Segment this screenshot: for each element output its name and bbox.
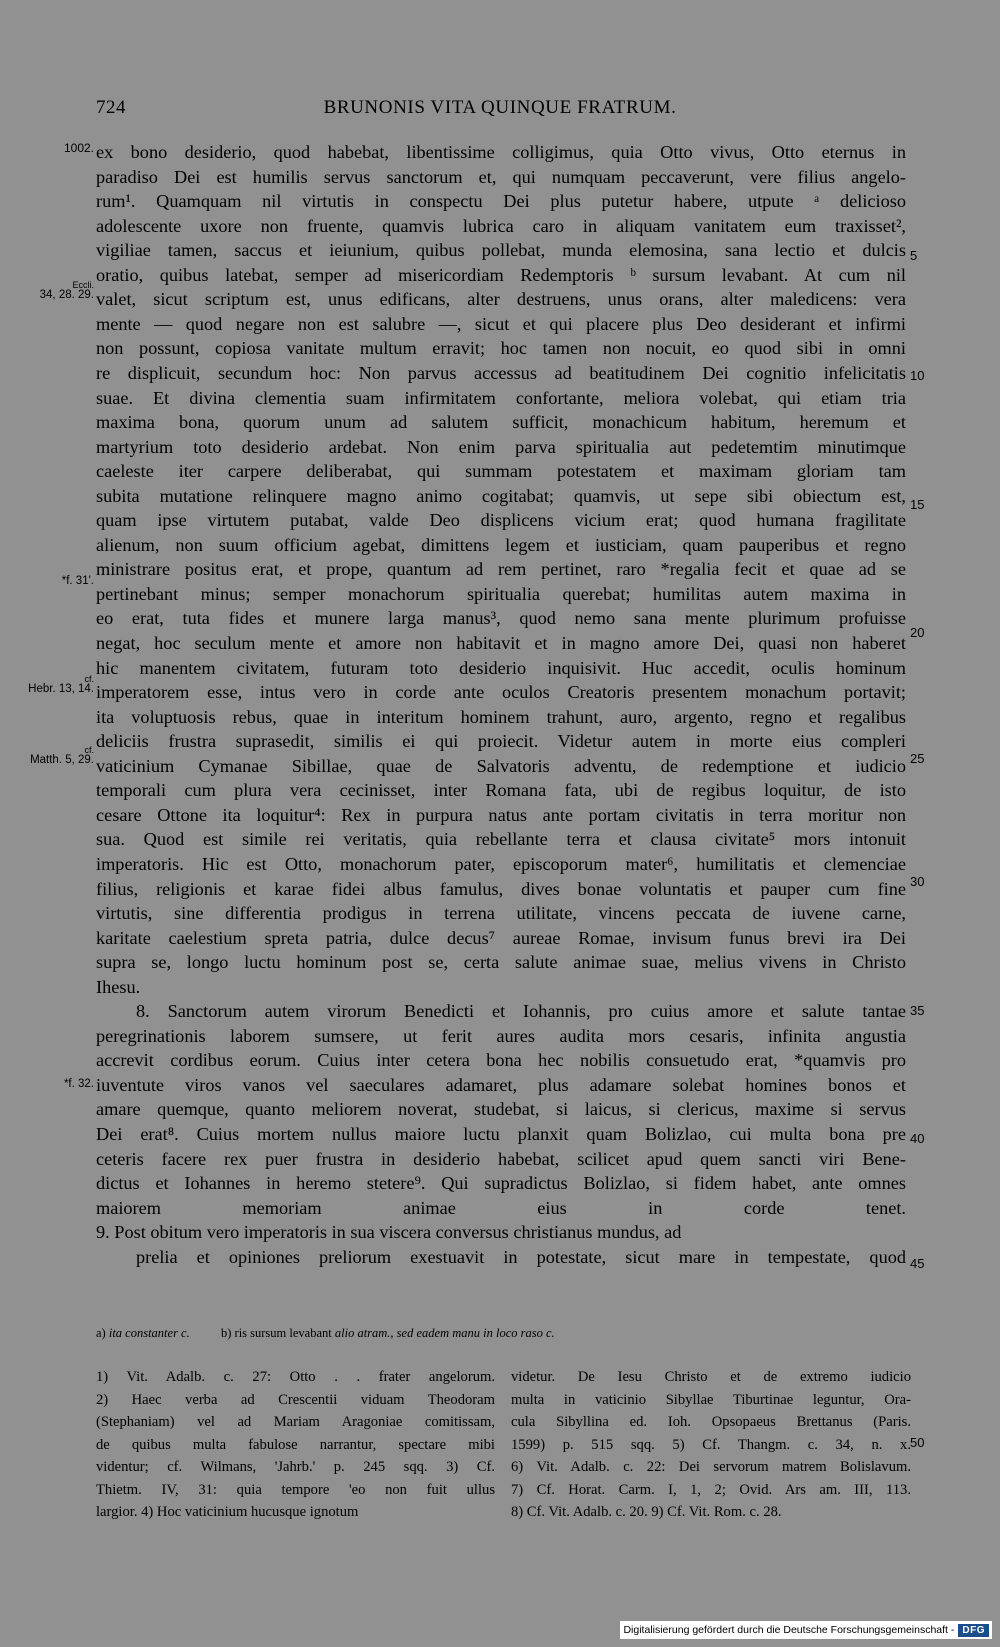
- variant-b-label: b): [220, 1326, 232, 1340]
- text-line: martyrium toto desiderio ardebat. Non enim parva spiritualia aut pedetemtim minutimque: [96, 437, 906, 457]
- margin-hebr-ref: Hebr. 13, 14.: [28, 683, 94, 695]
- margin-folio-32: *f. 32.: [63, 1078, 94, 1090]
- text-line: rum¹. Quamquam nil virtutis in conspectu Dei plus putetur habere, utpute ᵃ delicioso: [96, 191, 906, 211]
- footnotes-right-column: [511, 1366, 911, 1524]
- margin-folio-31: *f. 31'.: [61, 575, 94, 587]
- page-header: [96, 97, 904, 127]
- text-line: non possunt, copiosa vanitate multum erravit; hoc tamen non nocuit, eo quod sibi in omni: [96, 338, 906, 358]
- variant-notes: [96, 1326, 555, 1341]
- text-line: eo erat, tuta fides et munere larga manus³, quod nemo sana mente plurimum profuisse: [96, 608, 906, 628]
- line-number: 35: [910, 1003, 925, 1018]
- text-line: vigiliae tamen, saccus et ieiunium, quibus pollebat, munda elemosina, sana lectio et dulcis: [96, 240, 906, 260]
- variant-b-note: alio atram., sed eadem manu in loco raso c.: [334, 1326, 555, 1340]
- footnote-line: largior. 4) Hoc vaticinium hucusque ignotum: [96, 1504, 359, 1520]
- variant-a-label: a): [96, 1326, 106, 1340]
- footnote-line: de quibus multa fabulose narrantur, spectare mibi: [96, 1436, 495, 1453]
- footnote-line: cula Sibyllina ed. Ioh. Opsopaeus Brettanus (Paris.: [511, 1414, 911, 1430]
- digitization-text: Digitalisierung gefördert durch die Deutsche Forschungsgemeinschaft -: [623, 1624, 955, 1636]
- footnote-line: 1599) p. 515 sqq. 5) Cf. Thangm. c. 34, n. x.: [511, 1436, 911, 1453]
- text-line: iuventute viros vanos vel saeculares adamaret, plus adamare solebat homines bonos et: [96, 1075, 906, 1095]
- text-line: imperatorem esse, intus vero in corde ante oculos Creatoris presentem monachum portavit;: [96, 682, 906, 702]
- text-line: subita mutatione relinquere magno animo cogitabat; quamvis, ut sepe sibi obiectum est,: [96, 486, 906, 506]
- text-line: caeleste iter carpere deliberabat, qui summam potestatem et maximam gloriam tam: [96, 461, 906, 481]
- line-number: 10: [910, 368, 925, 383]
- footnote-line: 6) Vit. Adalb. c. 22: Dei servorum matrem Bolislavum.: [511, 1459, 911, 1475]
- text-line: quam ipse virtutem putabat, valde Deo displicens vicium erat; quod humana fragilitate: [96, 510, 906, 530]
- margin-eccl-ref: 34, 28. 29.: [39, 289, 94, 301]
- text-line: 8. Sanctorum autem virorum Benedicti et Iohannis, pro cuius amore et salute tantae: [136, 1001, 906, 1021]
- text-line: filius, religionis et karae fidei albus famulus, dives bonae voluntatis et pauper cum fine: [96, 879, 906, 899]
- text-line: ceteris facere rex puer frustra in desiderio habebat, scilicet apud quem sancti viri Bene-: [96, 1149, 906, 1169]
- line-number: 25: [910, 751, 925, 766]
- margin-matth-label: cf.: [84, 745, 94, 755]
- text-line: paradiso Dei est humilis servus sanctorum et, qui numquam peccaverunt, vere filius angelo-: [96, 167, 906, 187]
- text-line: temporali cum plura vera cecinisset, inter Romana fata, ubi de regibus loquitur, de isto: [96, 780, 906, 800]
- footnote-line: 1) Vit. Adalb. c. 27: Otto . . frater angelorum.: [96, 1369, 495, 1385]
- running-title: BRUNONIS VITA QUINQUE FRATRUM.: [323, 97, 677, 118]
- footnote-line: 8) Cf. Vit. Adalb. c. 20. 9) Cf. Vit. Rom. c. 28.: [511, 1504, 782, 1520]
- margin-eccl-label: Eccli.: [72, 280, 94, 290]
- footnote-line: Thietm. IV, 31: quia tempore 'eo non fuit ullus: [96, 1481, 495, 1498]
- variant-b-text: ris sursum levabant: [234, 1326, 332, 1340]
- text-line: amare quemque, quanto meliorem noverat, studebat, si laicus, si clericus, maxime si servus: [96, 1099, 906, 1119]
- variant-a-text: ita constanter c.: [108, 1326, 190, 1340]
- text-line: maiorem memoriam animae eius in corde tenet.: [96, 1198, 906, 1218]
- text-line: sua. Quod est simile rei veritatis, quia rebellante terra et clausa civitate⁵ mors intonuit: [96, 829, 906, 849]
- text-line: maxima bona, quorum unum ad salutem sufficit, monachicum habitum, heremum et: [96, 412, 906, 432]
- line-number: 45: [910, 1256, 925, 1271]
- text-line: prelia et opiniones preliorum exestuavit in potestate, sicut mare in tempestate, quod: [136, 1247, 906, 1267]
- text-line: negat, hoc seculum mente et amore non habitavit et in magno amore Dei, quasi non haberet: [96, 633, 906, 653]
- margin-matth-ref: Matth. 5, 29.: [30, 754, 94, 766]
- text-line: virtutis, sine differentia prodigus in terrena utilitate, vincens peccata de iuvene carne,: [96, 903, 906, 923]
- footnote-line: multa in vaticinio Sibyllae Tiburtinae leguntur, Ora-: [511, 1391, 911, 1408]
- text-line: oratio, quibus latebat, semper ad misericordiam Redemptoris ᵇ sursum levabant. At cum nil: [96, 265, 906, 285]
- text-line: suae. Et divina clementia suam infirmitatem confortante, meliora volebat, qui etiam tria: [96, 388, 906, 408]
- text-line: ita voluptuosis rebus, quae in interitum hominem trahunt, auro, argento, regno et regalibus: [96, 707, 906, 727]
- dfg-logo: DFG: [958, 1624, 989, 1637]
- text-line: supra se, longo luctu hominum post se, certa salute animae suae, melius vivens in Christo: [96, 952, 906, 972]
- line-number: 40: [910, 1131, 925, 1146]
- text-line: alienum, non suum officium agebat, dimittens legem et iusticiam, quam pauperibus et regno: [96, 535, 906, 555]
- line-number: 15: [910, 497, 925, 512]
- footnotes-left-column: [96, 1366, 495, 1524]
- text-line: 9. Post obitum vero imperatoris in sua viscera conversus christianus mundus, ad: [96, 1222, 682, 1242]
- footnote-line: 7) Cf. Horat. Carm. I, 1, 2; Ovid. Ars am. III, 113.: [511, 1481, 911, 1498]
- margin-year: 1002.: [63, 141, 94, 155]
- text-line: valet, sicut scriptum est, unus edificans, alter destruens, unus orans, alter maledicens: vera: [96, 289, 906, 309]
- text-line: Dei erat⁸. Cuius mortem nullus maiore luctu planxit quam Bolizlao, cui multa bona pre: [96, 1124, 906, 1144]
- footnote-line-number: 50: [910, 1435, 925, 1450]
- text-line: dictus et Iohannes in heremo stetere⁹. Qui supradictus Bolizlao, si fidem habet, ante omnes: [96, 1173, 906, 1193]
- footnote-line: videntur; cf. Wilmans, 'Jahrb.' p. 245 sqq. 3) Cf.: [96, 1459, 495, 1475]
- footnote-line: (Stephaniam) vel ad Mariam Aragoniae comitissam,: [96, 1414, 495, 1430]
- text-line: mente — quod negare non est salubre —, sicut et qui placere plus Deo desiderant et infirmi: [96, 314, 906, 334]
- digitization-credit: [620, 1621, 992, 1639]
- text-line: adolescente uxore non fruente, quamvis lubrica caro in aliquam vanitatem eum traxisset²,: [96, 216, 906, 236]
- line-number: 5: [910, 248, 918, 263]
- text-line: Ihesu.: [96, 977, 141, 997]
- text-line: imperatoris. Hic est Otto, monachorum pater, episcoporum mater⁶, humilitatis et clemenciae: [96, 854, 906, 874]
- margin-hebr-label: cf.: [84, 674, 94, 684]
- page-number: 724: [96, 97, 126, 118]
- footnote-line: videtur. De Iesu Christo et de extremo iudicio: [511, 1369, 911, 1385]
- line-number: 20: [910, 625, 925, 640]
- text-line: deliciis frustra suprasedit, similis ei qui proiecit. Videtur autem in morte eius compleri: [96, 731, 906, 751]
- text-line: accrevit cordibus eorum. Cuius inter cetera bona hec nobilis consuetudo erat, *quamvis pro: [96, 1050, 906, 1070]
- text-line: ministrare positus erat, et prope, quantum ad rem pertinet, raro *regalia fecit et quae ad se: [96, 559, 906, 579]
- line-number: 30: [910, 874, 925, 889]
- text-line: ex bono desiderio, quod habebat, libentissime colligimus, quia Otto vivus, Otto eternus in: [96, 142, 906, 162]
- text-line: cesare Ottone ita loquitur⁴: Rex in purpura natus ante portam civitatis in terra moritur non: [96, 805, 906, 825]
- footnote-line: 2) Haec verba ad Crescentii viduam Theodoram: [96, 1391, 495, 1408]
- text-line: karitate caelestium spreta patria, dulce decus⁷ aureae Romae, invisum funus brevi ira Dei: [96, 928, 906, 948]
- text-line: re displicuit, secundum hoc: Non parvus accessus ad beatitudinem Dei cognitio infelicitatis: [96, 363, 906, 383]
- text-line: peregrinationis laborem sumsere, ut ferit aures audita mors cesaris, infinita angustia: [96, 1026, 906, 1046]
- text-line: vaticinium Cymanae Sibillae, quae de Salvatoris adventu, de redemptione et iudicio: [96, 756, 906, 776]
- text-line: pertinebant minus; semper monachorum spiritualia querebat; humilitas autem maxima in: [96, 584, 906, 604]
- text-line: hic manentem civitatem, futuram toto desiderio inquisivit. Huc accedit, oculis hominum: [96, 658, 906, 678]
